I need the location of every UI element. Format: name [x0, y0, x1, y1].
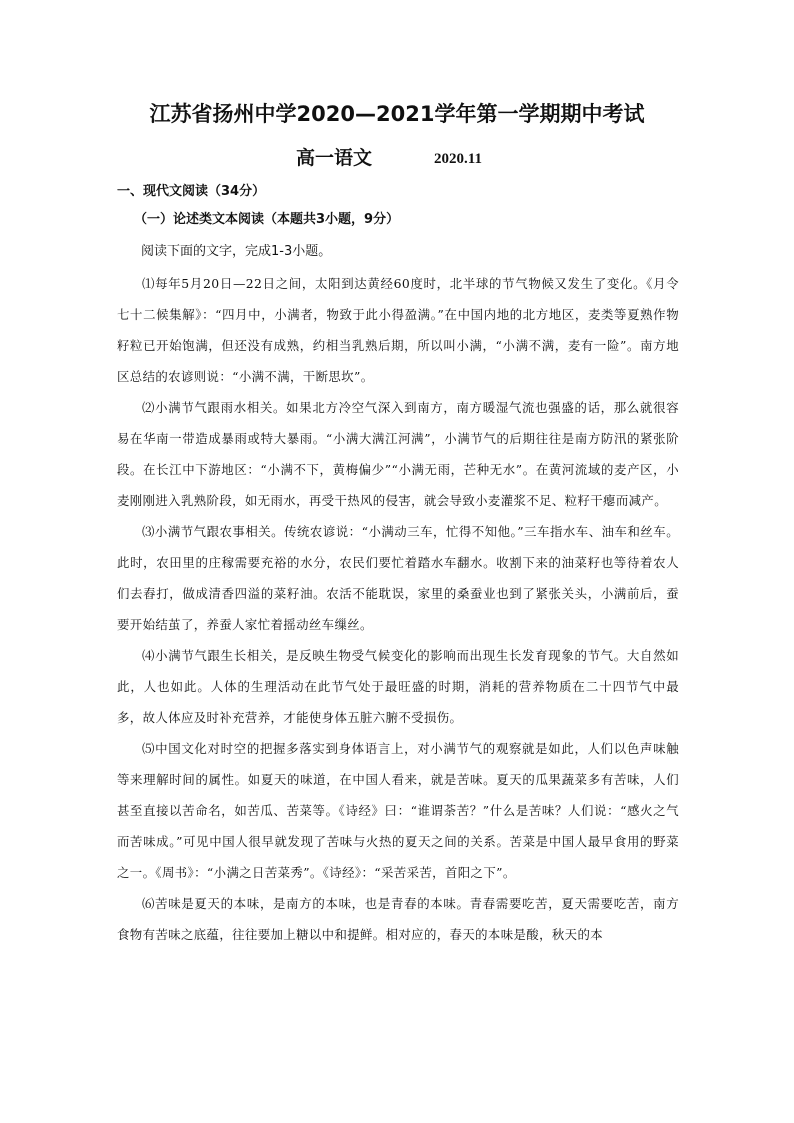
- paragraph-6: ⑹苦味是夏天的本味，是南方的本味，也是青春的本味。青春需要吃苦，夏天需要吃苦，南方食物有苦味之底蕴，往往要加上糖以中和提鲜。相对应的，春天的本味是酸，秋天的本: [117, 896, 679, 942]
- paragraph-4: ⑷小满节气跟生长相关，是反映生物受气候变化的影响而出现生长发育现象的节气。大自然如此，人也如此。人体的生理活动在此节气处于最旺盛的时期，消耗的营养物质在二十四节气中最多，故人体应及时补充营养，才能使身体五脏六腑不受损伤。: [117, 648, 679, 725]
- document-title: 江苏省扬州中学2020—2021学年第一学期期中考试: [149, 102, 645, 126]
- subject-line: [296, 143, 482, 170]
- paragraph-3: ⑶小满节气跟农事相关。传统农谚说：“小满动三车，忙得不知他。”三车指水车、油车和丝车。此时，农田里的庄稼需要充裕的水分，农民们要忙着踏水车翻水。收割下来的油菜籽也等待着农人们去舂打，做成清香四溢的菜籽油。农活不能耽误，家里的桑蚕业也到了紧张关头，小满前后，蚕要开始结茧了，养蚕人家忙着摇动丝车缫丝。: [117, 524, 679, 632]
- subject-name: 高一语文: [296, 147, 373, 169]
- reading-instruction: 阅读下面的文字，完成1-3小题。: [141, 244, 332, 259]
- paragraph-1: ⑴每年5月20日—22日之间，太阳到达黄经60度时，北半球的节气物候又发生了变化。《月令七十二候集解》：“四月中，小满者，物致于此小得盈满。”在中国内地的北方地区，麦类等夏熟作物籽粒已开始饱满，但还没有成熟，约相当乳熟后期，所以叫小满，“小满不满，麦有一险”。南方地区总结的农谚则说：“小满不满，干断思坎”。: [117, 276, 679, 384]
- paragraph-2: ⑵小满节气跟雨水相关。如果北方冷空气深入到南方，南方暖湿气流也强盛的话，那么就很容易在华南一带造成暴雨或特大暴雨。“小满大满江河满”，小满节气的后期往往是南方防汛的紧张阶段。在长江中下游地区：“小满不下，黄梅偏少”“小满无雨，芒种无水”。在黄河流域的麦产区，小麦刚刚进入乳熟阶段，如无雨水，再受干热风的侵害，就会导致小麦灌浆不足、粒籽干瘪而减产。: [117, 400, 679, 508]
- subsection-heading: （一）论述类文本阅读（本题共3小题，9分）: [134, 212, 400, 227]
- exam-date: 2020.11: [434, 151, 482, 167]
- section-heading: 一、现代文阅读（34分）: [117, 184, 266, 199]
- paragraph-5: ⑸中国文化对时空的把握多落实到身体语言上，对小满节气的观察就是如此，人们以色声味触等来理解时间的属性。如夏天的味道，在中国人看来，就是苦味。夏天的瓜果蔬菜多有苦味，人们甚至直接以苦命名，如苦瓜、苦菜等。《诗经》曰：“谁谓荼苦？”什么是苦味？人们说：“感火之气而苦味成。”可见中国人很早就发现了苦味与火热的夏天之间的关系。苦菜是中国人最早食用的野菜之一。《周书》：“小满之日苦菜秀”。《诗经》：“采苦采苦，首阳之下”。: [117, 741, 679, 880]
- passage-body: [117, 268, 679, 950]
